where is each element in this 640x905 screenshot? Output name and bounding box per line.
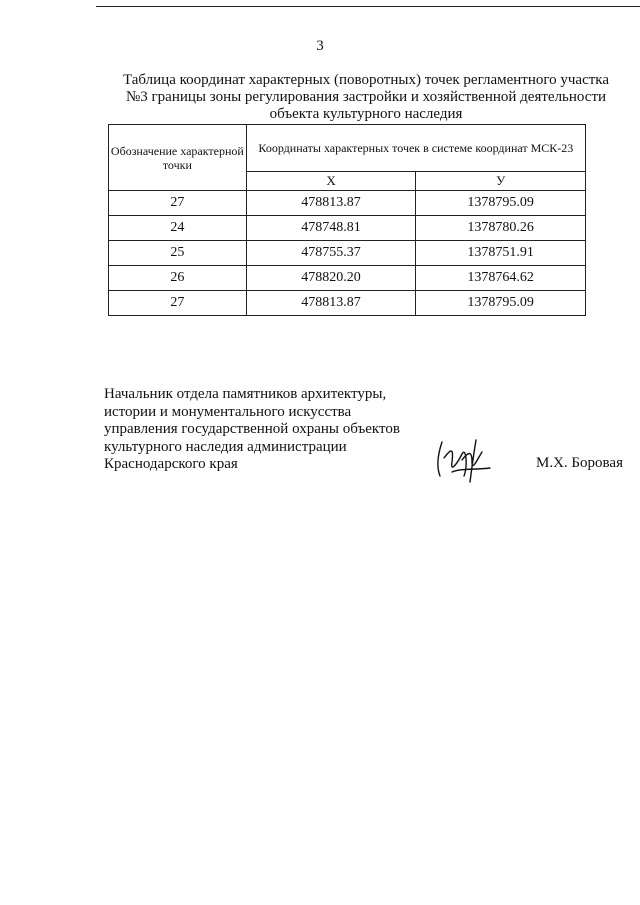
x-cell: 478813.87 [246,291,416,316]
header-x: X [246,172,416,191]
handwritten-signature [432,432,496,488]
position-line-2: истории и монументального искусства [104,403,352,420]
page-number: 3 [316,38,324,54]
y-cell: 1378795.09 [416,291,586,316]
x-cell: 478748.81 [246,216,416,241]
title-line-2: №3 границы зоны регулирования застройки и хозяйственной деятельности [125,89,607,105]
signatory-position [104,386,400,474]
point-cell: 27 [109,191,247,216]
y-cell: 1378751.91 [416,241,586,266]
point-cell: 24 [109,216,247,241]
table-row [109,266,586,291]
position-line-4: культурного наследия администрации [104,438,347,455]
position-line-1: Начальник отдела памятников архитектуры, [104,386,387,402]
y-cell: 1378764.62 [416,266,586,291]
title-line-1: Таблица координат характерных (поворотных) точек регламентного участка [122,72,610,88]
table-row [109,191,586,216]
position-line-5: Краснодарского края [104,456,238,473]
x-cell: 478813.87 [246,191,416,216]
document-title [96,72,636,123]
top-rule [96,6,640,7]
header-y: У [416,172,586,191]
title-line-3: объекта культурного наследия [269,106,463,122]
table-row [109,216,586,241]
coordinates-table [108,124,586,316]
point-cell: 26 [109,266,247,291]
position-line-3: управления государственной охраны объектов [104,421,400,438]
table-row [109,291,586,316]
x-cell: 478820.20 [246,266,416,291]
table-row [109,241,586,266]
table-header-row [109,125,586,172]
x-cell: 478755.37 [246,241,416,266]
y-cell: 1378780.26 [416,216,586,241]
point-cell: 27 [109,291,247,316]
header-point-designation: Обозначение характерной точки [109,125,247,191]
y-cell: 1378795.09 [416,191,586,216]
signatory-name: М.Х. Боровая [536,455,623,471]
point-cell: 25 [109,241,247,266]
header-coordinates: Координаты характерных точек в системе координат МСК-23 [246,125,585,172]
